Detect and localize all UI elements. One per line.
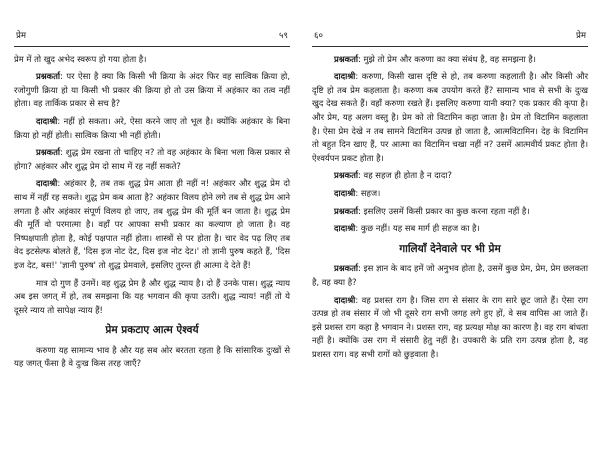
right-paragraph-2 xyxy=(312,70,588,165)
left-paragraph-5 xyxy=(14,177,290,272)
right-speaker-3: प्रश्नकर्ता xyxy=(334,170,359,181)
right-text-3: : वह सहज ही होता है न दादा? xyxy=(358,170,452,181)
right-section-title: गालियाँ देनेवाले पर भी प्रेम xyxy=(399,242,501,255)
left-closing-paragraph: करुणा यह सामान्य भाव है और यह सब ओर बरतता रहता है कि सांसारिक दुःखों से यह जगत् फँसा है वे दुःख किस तरह जाएँ? xyxy=(14,344,290,369)
left-text-2: : पर ऐसा है क्या कि किसी भी क्रिया के अंदर फिर वह सात्विक क्रिया हो, रजोगुणी क्रिया हो या किसी भी प्रकार की क्रिया हो तो उस क्रिया में अहंकार का तत्व नहीं होता। वह तार्किक प्रकार से सच है? xyxy=(14,71,290,109)
right-speaker-4: दादाश्री xyxy=(334,187,356,198)
left-text-1: प्रेम में तो खुद अभेद स्वरूप हो गया होता है। xyxy=(14,53,147,64)
right-speaker-2: दादाश्री xyxy=(334,71,356,82)
right-speaker-1: प्रश्नकर्ता xyxy=(334,53,359,64)
right-section-paragraph-1 xyxy=(312,262,588,289)
left-paragraph-1 xyxy=(14,53,290,67)
right-paragraph-1 xyxy=(312,53,588,67)
right-header-title: प्रेम xyxy=(575,31,586,41)
right-text-6: : कुछ नहीं। यह सब मार्ग ही सहज का है। xyxy=(355,223,480,234)
right-text-5: : इसलिए उसमें किसी प्रकार का कुछ करना रहता नहीं है। xyxy=(358,205,530,216)
left-speaker-3: दादाश्री xyxy=(36,115,58,126)
right-paragraph-6 xyxy=(312,222,588,236)
right-paragraph-4 xyxy=(312,187,588,201)
left-paragraph-2 xyxy=(14,70,290,111)
left-page-number: ५९ xyxy=(279,31,288,41)
left-text-5: : अहंकार है, तब तक शुद्ध प्रेम आता ही नहीं न! अहंकार और शुद्ध प्रेम दो साथ में नहीं रह सकते। शुद्ध प्रेम कब आता है? अहंकार विलय होने लगे तब से शुद्ध प्रेम आने लगता है और अहंकार संपूर्ण विलय हो जाए, तब शुद्ध प्रेम की मूर्ति बन जाता है। शुद्ध प्रेम की मूर्ति वो परमात्मा है। वहाँ पर आपका सभी प्रकार का कल्याण हो जाता है। वह निष्पक्षपाती होता है, कोई पक्षपात नहीं होता। शास्त्रों से पर होता है। चार वेद पढ़ लिए तब वेद इटसेल्फ बोलते हैं, 'दिस इज नोट देट, दिस इज नोट देट।' तो ज्ञानी पुरुष कहते हैं, 'दिस इज देट, बस!' 'ज्ञानी पुरुष' तो शुद्ध प्रेमवाले, इसलिए तुरन्त ही आत्मा दे देते हैं! xyxy=(14,178,290,270)
right-text-2: : करुणा, किसी खास दृष्टि से हो, तब करुणा कहलाती है। और किसी और दृष्टि हो तब प्रेम कहलाता है। करुणा कब उपयोग करते हैं? सामान्य भाव से सभी के दुःख खुद देख सकते हैं। वहाँ करुणा रखते हैं। इसलिए करुणा यानी क्या? एक प्रकार की कृपा है। और प्रेम, यह अलग वस्तु है। प्रेम को तो विटामिन कहा जाता है। प्रेम तो विटामिन कहलाता है। ऐसा प्रेम देखे न तब सामने विटामिन उत्पन्न हो जाता है, आत्मविटामिन। देह के विटामिन तो बहुत दिन खाए हैं, पर आत्मा का विटामिन चखा नहीं न? उसमें आत्मवीर्य प्रकट होता है। ऐश्वर्यपन प्रकट होता है। xyxy=(312,71,588,163)
right-page-number: ६० xyxy=(314,31,323,41)
left-header-title: प्रेम xyxy=(16,31,27,41)
right-speaker-6: दादाश्री xyxy=(334,223,356,234)
right-paragraph-5 xyxy=(312,205,588,219)
left-speaker-5: दादाश्री xyxy=(36,178,58,189)
left-section-title: प्रेम प्रकटाए आत्म ऐश्वर्य xyxy=(105,324,199,337)
left-paragraph-6 xyxy=(14,277,290,318)
left-paragraph-4 xyxy=(14,146,290,173)
right-page-header xyxy=(312,30,588,47)
left-speaker-2: प्रश्नकर्ता xyxy=(36,71,61,82)
left-speaker-4: प्रश्नकर्ता xyxy=(36,147,61,158)
right-paragraph-3 xyxy=(312,169,588,183)
left-text-6: मात्र दो गुण हैं उनमें। वह शुद्ध प्रेम है और शुद्ध न्याय है। दो हैं उनके पास। शुद्ध न्याय अब इस जगत् में हो, तब समझना कि यह भगवान की कृपा उतरी। शुद्ध न्याय! नहीं तो ये दूसरे न्याय तो सापेक्ष न्याय हैं! xyxy=(14,277,290,315)
right-section-paragraph-2 xyxy=(312,294,588,362)
left-page-header xyxy=(14,30,290,47)
right-text-1: : मुझे तो प्रेम और करुणा का क्या संबंध है, वह समझना है। xyxy=(358,53,536,64)
right-section-text-1: : इस ज्ञान के बाद हमें जो अनुभव होता है, उसमें कुछ प्रेम, प्रेम, प्रेम छलकता है, वह क्या है? xyxy=(312,263,588,287)
right-section-speaker-2: दादाश्री xyxy=(334,294,356,305)
right-speaker-5: प्रश्नकर्ता xyxy=(334,205,359,216)
right-text-4: : सहज। xyxy=(355,187,381,198)
left-paragraph-3 xyxy=(14,115,290,142)
left-text-4: : शुद्ध प्रेम रखना तो चाहिए न? तो वह अहंकार के बिना भला किस प्रकार से होगा? अहंकार और शुद्ध प्रेम दो साथ में रह नहीं सकते? xyxy=(14,147,290,171)
right-section-speaker-1: प्रश्नकर्ता xyxy=(334,263,359,274)
right-section-text-2: : वह प्रशस्त राग है। जिस राग से संसार के राग सारे छूट जाते हैं। ऐसा राग उत्पन्न हो तब संसार में जो भी दूसरे राग सभी जगह लगे हुए हों, वे सब वापिस आ जाते हैं। इसे प्रशस्त राग कहा है भगवान ने। प्रशस्त राग, वह प्रत्यक्ष मोक्ष का कारण है। वह राग बांधता नहीं है। क्योंकि उस राग में संसारी हेतु नहीं है। उपकारी के प्रति राग उत्पन्न होता है, वह प्रशस्त राग। वह सभी रागों को छुड़वाता है। xyxy=(312,294,588,359)
left-text-3: : नहीं हो सकता। अरे, ऐसा करने जाए तो भूल है। क्योंकि अहंकार के बिना क्रिया हो नहीं होती। सात्विक क्रिया भी नहीं होती। xyxy=(14,115,290,140)
right-page xyxy=(300,0,600,463)
